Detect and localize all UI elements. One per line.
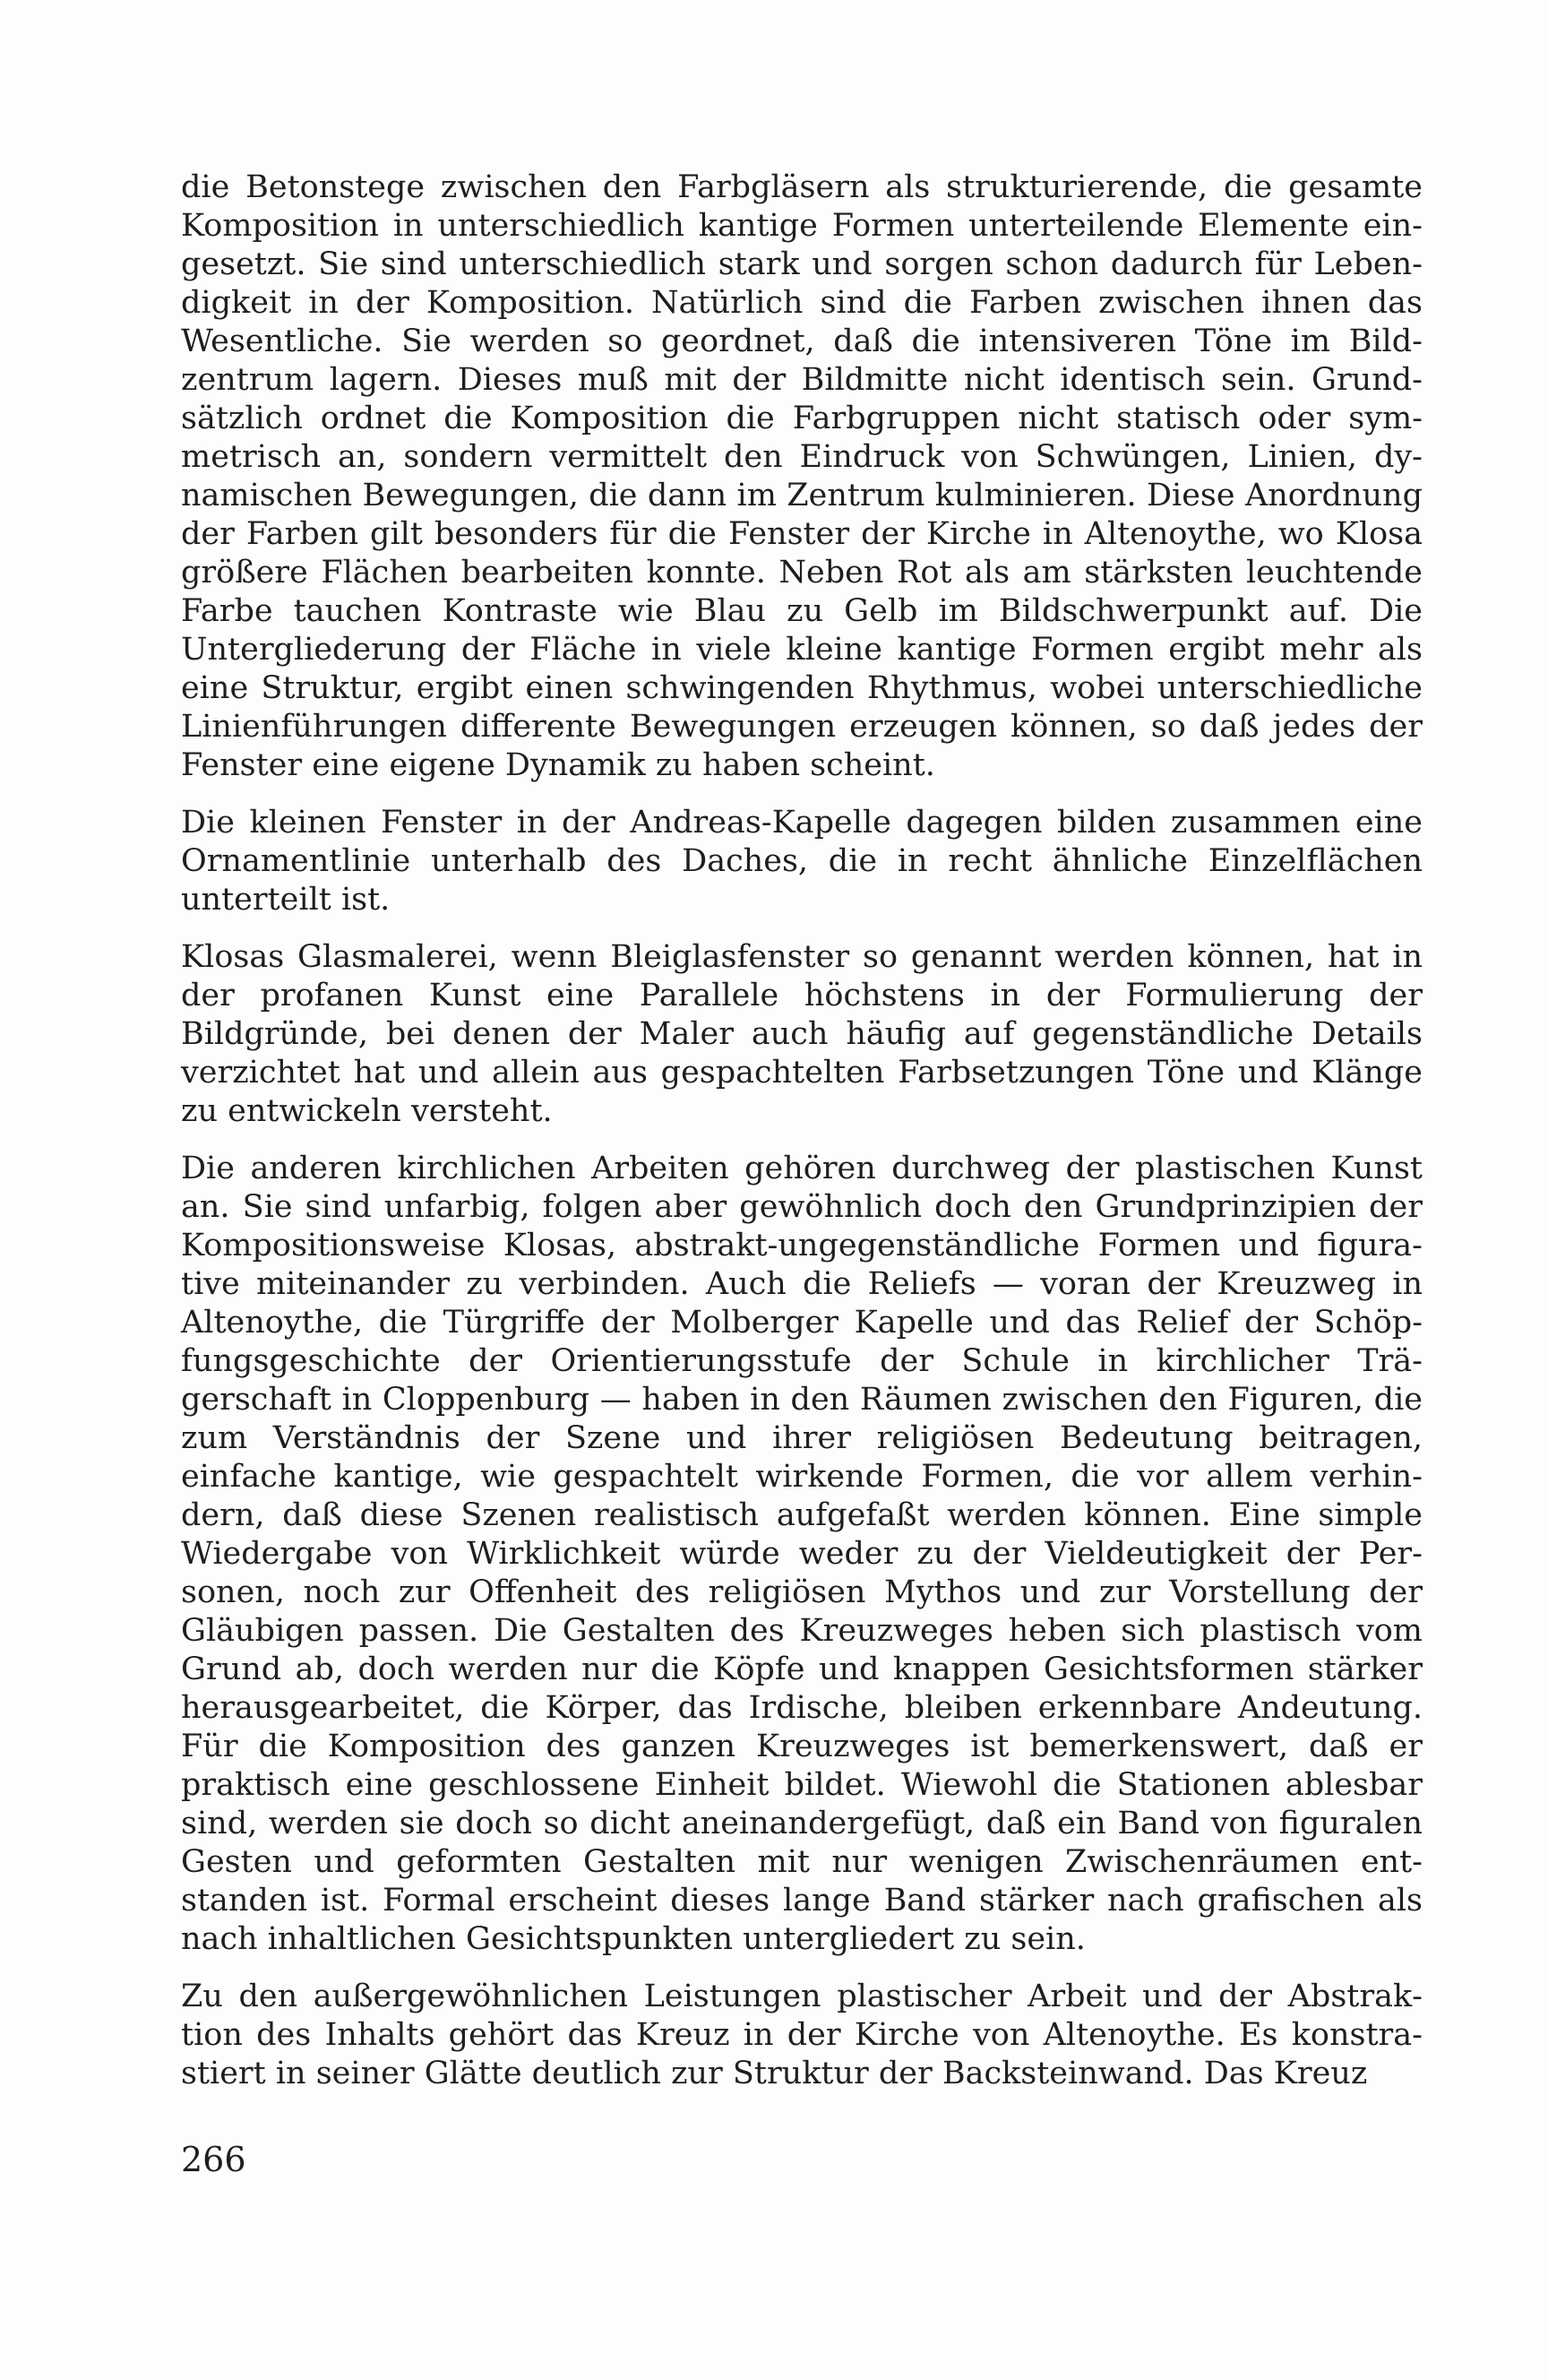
paragraph-3: Klosas Glasmalerei, wenn Bleiglasfenster so genannt werden können, hat in der profanen Kunst eine Parallele höchstens in der Formulierung der Bildgründe, bei denen der Maler auch häufig auf gegenständliche Details verzichtet hat und allein aus gespachtelten Farbsetzungen Töne und Klänge zu entwickeln versteht. [181, 939, 1423, 1129]
paragraph-4: Die anderen kirchlichen Arbeiten gehören durchweg der plastischen Kunst an. Sie sind unfarbig, folgen aber gewöhnlich doch den Grundprinzipien der Kompositionsweise Klosas, abstrakt-ungegenständliche Formen und figurative miteinander zu verbinden. Auch die Reliefs — voran der Kreuzweg in Altenoythe, die Türgriffe der Molberger Kapelle und das Relief der Schöpfungsgeschichte der Orientierungsstufe der Schule in kirchlicher Trägerschaft in Cloppenburg — haben in den Räumen zwischen den Figuren, die zum Verständnis der Szene und ihrer religiösen Bedeutung beitragen, einfache kantige, wie gespachtelt wirkende Formen, die vor allem verhindern, daß diese Szenen realistisch aufgefaßt werden können. Eine simple Wiedergabe von Wirklichkeit würde weder zu der Vieldeutigkeit der Personen, noch zur Offenheit des religiösen Mythos und zur Vorstellung der Gläubigen passen. Die Gestalten des Kreuzweges heben sich plastisch vom Grund ab, doch werden nur die Köpfe und knappen Gesichtsformen stärker herausgearbeitet, die Körper, das Irdische, bleiben erkennbare Andeutung. Für die Komposition des ganzen Kreuzweges ist bemerkenswert, daß er praktisch eine geschlossene Einheit bildet. Wiewohl die Stationen ablesbar sind, werden sie doch so dicht aneinandergefügt, daß ein Band von figuralen Gesten und geformten Gestalten mit nur wenigen Zwischenräumen entstanden ist. Formal erscheint dieses lange Band stärker nach grafischen als nach inhaltlichen Gesichtspunkten untergliedert zu sein. [181, 1151, 1423, 1957]
paragraph-1: die Betonstege zwischen den Farbgläsern als strukturierende, die gesamte Komposition in unterschiedlich kantige Formen unterteilende Elemente eingesetzt. Sie sind unterschiedlich stark und sorgen schon dadurch für Lebendigkeit in der Komposition. Natürlich sind die Farben zwischen ihnen das Wesentliche. Sie werden so geordnet, daß die intensiveren Töne im Bildzentrum lagern. Dieses muß mit der Bildmitte nicht identisch sein. Grundsätzlich ordnet die Komposition die Farbgruppen nicht statisch oder symmetrisch an, sondern vermittelt den Eindruck von Schwüngen, Linien, dynamischen Bewegungen, die dann im Zentrum kulminieren. Diese Anordnung der Farben gilt besonders für die Fenster der Kirche in Altenoythe, wo Klosa größere Flächen bearbeiten konnte. Neben Rot als am stärksten leuchtende Farbe tauchen Kontraste wie Blau zu Gelb im Bildschwerpunkt auf. Die Untergliederung der Fläche in viele kleine kantige Formen ergibt mehr als eine Struktur, ergibt einen schwingenden Rhythmus, wobei unterschiedliche Linienführungen differente Bewegungen erzeugen können, so daß jedes der Fenster eine eigene Dynamik zu haben scheint. [181, 169, 1423, 783]
body-text [181, 168, 1423, 2112]
page-number: 266 [181, 2140, 246, 2179]
paragraph-2: Die kleinen Fenster in der Andreas-Kapelle dagegen bilden zusammen eine Ornamentlinie unterhalb des Daches, die in recht ähnliche Einzelflächen unterteilt ist. [181, 805, 1423, 918]
paragraph-5: Zu den außergewöhnlichen Leistungen plastischer Arbeit und der Abstraktion des Inhalts gehört das Kreuz in der Kirche von Altenoythe. Es konstrastiert in seiner Glätte deutlich zur Struktur der Backsteinwand. Das Kreuz [181, 1979, 1423, 2091]
